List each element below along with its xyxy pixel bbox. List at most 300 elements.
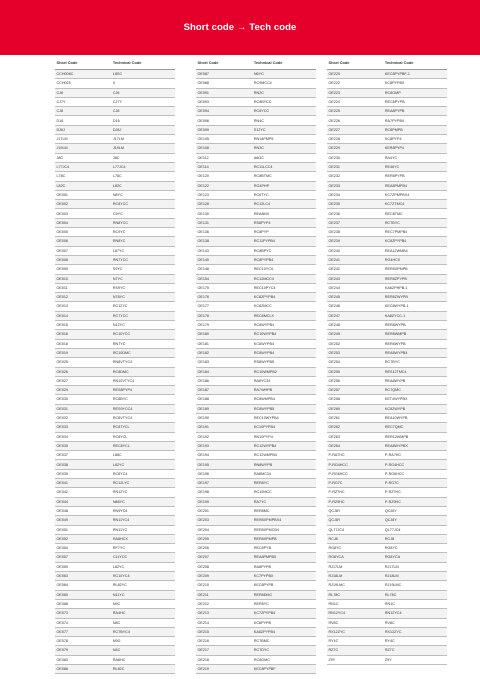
short-code-cell: RZ7C: [327, 646, 383, 655]
technical-code-cell: REC8TMC: [383, 209, 447, 218]
technical-code-cell: RN8WYPB: [252, 460, 316, 469]
short-code-cell: OE096: [196, 116, 252, 125]
short-code-cell: OE077: [55, 627, 111, 636]
technical-code-cell: RN8YCC: [111, 218, 175, 227]
table-row: [196, 553, 316, 562]
table-row: [327, 609, 447, 618]
table-row: [327, 516, 447, 525]
table-row: [327, 404, 447, 413]
short-code-cell: OE016: [55, 330, 111, 339]
table-row: [55, 339, 175, 348]
table-row: [55, 599, 175, 608]
short-code-cell: OE112: [196, 153, 252, 162]
technical-code-cell: REA8PYPB: [383, 107, 447, 116]
technical-code-cell: RN2C: [252, 88, 316, 97]
short-code-cell: OE239: [327, 237, 383, 246]
technical-code-cell: RC6YCC: [252, 107, 316, 116]
table-row: [55, 590, 175, 599]
technical-code-cell: RER8YC: [252, 479, 316, 488]
technical-code-cell: RC12WYPB4: [252, 441, 316, 450]
short-code-cell: OE038: [55, 460, 111, 469]
table-row: [327, 534, 447, 543]
short-code-cell: QCJ8Y: [327, 516, 383, 525]
technical-code-cell: RER8XPMCB4: [252, 525, 316, 534]
technical-code-cell: RN8VTYC4: [111, 358, 175, 367]
technical-code-cell: RG8YCA: [383, 553, 447, 562]
technical-code-cell: RN3C: [252, 144, 316, 153]
short-code-cell: OE234: [327, 190, 383, 199]
header-banner: [0, 0, 480, 55]
technical-code-cell: KC8ZPYPB4: [252, 293, 316, 302]
technical-code-cell: N12YC: [111, 321, 175, 330]
short-code-cell: OE256: [327, 376, 383, 385]
technical-code-cell: KC8PYPBX: [383, 79, 447, 88]
table-row: [196, 181, 316, 190]
short-code-cell: OE087: [196, 70, 252, 79]
technical-code-cell: RN1C: [383, 599, 447, 608]
table-row: [55, 665, 175, 674]
technical-code-cell: C11YCC: [111, 553, 175, 562]
short-code-cell: OE188: [196, 395, 252, 404]
table-row: [55, 506, 175, 515]
table-row: [55, 125, 175, 134]
technical-code-cell: KA8ZPHPB-1: [383, 283, 447, 292]
short-code-cell: OE001: [55, 190, 111, 199]
technical-code-cell: RC10WYPB4: [252, 330, 316, 339]
table-row: [196, 218, 316, 227]
technical-code-cell: D16: [111, 116, 175, 125]
short-code-cell: OE182: [196, 348, 252, 357]
short-code-cell: OE006: [55, 237, 111, 246]
short-code-cell: OE249: [327, 330, 383, 339]
technical-code-cell: RC12YC: [111, 302, 175, 311]
table-row: [55, 153, 175, 162]
short-code-cell: L82C: [55, 181, 111, 190]
technical-code-cell: RA7WHPB: [252, 386, 316, 395]
technical-code-cell: P-RA7HC: [383, 451, 447, 460]
table-row: [196, 283, 316, 292]
table-row: [327, 646, 447, 655]
table-row: [55, 627, 175, 636]
technical-code-cell: RL78C: [383, 590, 447, 599]
table-row: [327, 181, 447, 190]
table-row: [327, 293, 447, 302]
table-row: [55, 460, 175, 469]
technical-code-cell: RC10YC4: [111, 572, 175, 581]
short-code-cell: RL78C: [327, 590, 383, 599]
short-code-cell: OE206: [196, 544, 252, 553]
technical-code-cell: RA4HC: [111, 609, 175, 618]
table-row: [196, 237, 316, 246]
short-code-cell: OE031: [55, 404, 111, 413]
technical-code-cell: RC9MCC4: [252, 79, 316, 88]
short-code-cell: OE244: [327, 283, 383, 292]
technical-code-cell: RA8HCX: [111, 534, 175, 543]
short-code-cell: OE181: [196, 339, 252, 348]
short-code-cell: OE026: [55, 367, 111, 376]
technical-code-cell: RC8YCC: [111, 200, 175, 209]
short-code-cell: OE219: [196, 665, 252, 674]
table-row: [327, 627, 447, 636]
short-code-cell: RCJ8: [327, 534, 383, 543]
technical-code-cell: DJ8J: [111, 125, 175, 134]
short-code-header: Short Code: [327, 57, 383, 70]
table-row: [327, 460, 447, 469]
short-code-cell: OE199: [196, 497, 252, 506]
table-row: [55, 330, 175, 339]
table-row: [196, 200, 316, 209]
technical-code-cell: KC7ZTMC4: [383, 200, 447, 209]
table-row: [196, 581, 316, 590]
short-code-cell: OE183: [196, 358, 252, 367]
technical-code-cell: A6GC: [252, 153, 316, 162]
technical-code-cell: P-RG7C: [383, 479, 447, 488]
technical-code-cell: KC7ZPYPB4: [252, 609, 316, 618]
technical-code-cell: CJ6: [111, 88, 175, 97]
short-code-cell: OE065: [55, 590, 111, 599]
technical-code-cell: RC7QMC: [383, 386, 447, 395]
table-row: [55, 609, 175, 618]
short-code-cell: OE122: [196, 181, 252, 190]
table-row: [327, 339, 447, 348]
technical-code-cell: QL77JC4: [383, 525, 447, 534]
table-row: [196, 544, 316, 553]
short-code-cell: QL77JC4: [327, 525, 383, 534]
table-row: [196, 190, 316, 199]
short-code-cell: OE238: [327, 228, 383, 237]
table-row: [327, 209, 447, 218]
short-code-cell: J17LM: [55, 135, 111, 144]
table-row: [327, 125, 447, 134]
short-code-cell: OE227: [327, 125, 383, 134]
technical-code-cell: KC8WYPB4: [252, 339, 316, 348]
table-row: [327, 655, 447, 664]
short-code-cell: OE004: [55, 218, 111, 227]
technical-code-cell: P-RZ9HC: [383, 497, 447, 506]
technical-code-cell: RJ19LMC: [383, 581, 447, 590]
table-row: [55, 172, 175, 181]
short-code-cell: OE235: [327, 200, 383, 209]
table-row: [327, 395, 447, 404]
short-code-cell: OE229: [327, 144, 383, 153]
short-code-cell: J19LM: [55, 144, 111, 153]
short-code-cell: OE216: [196, 637, 252, 646]
short-code-cell: OE074: [55, 618, 111, 627]
technical-code-cell: RN11YC: [111, 525, 175, 534]
short-code-cell: OE186: [196, 376, 252, 385]
short-code-cell: DJ8J: [55, 125, 111, 134]
table-row: [55, 469, 175, 478]
short-code-cell: OE248: [327, 321, 383, 330]
table-row: [55, 581, 175, 590]
short-code-cell: OE011: [55, 283, 111, 292]
technical-code-cell: KA8ZYCC-1: [383, 311, 447, 320]
table-row: [196, 107, 316, 116]
technical-code-cell: RS9YC: [111, 283, 175, 292]
table-row: [55, 237, 175, 246]
technical-code-cell: RN9YC4: [111, 506, 175, 515]
technical-code-cell: N6YC: [252, 70, 316, 79]
short-code-cell: OE012: [55, 293, 111, 302]
table-row: [55, 116, 175, 125]
short-code-cell: OE130: [196, 209, 252, 218]
table-row: [196, 162, 316, 171]
table-row: [196, 413, 316, 422]
short-code-cell: QCJ8Y: [327, 506, 383, 515]
table-row: [327, 562, 447, 571]
short-code-header: Short Code: [196, 57, 252, 70]
technical-code-cell: P-RG6HCC: [383, 469, 447, 478]
technical-code-cell: RE46YC: [383, 162, 447, 171]
technical-code-cell: N88YC: [111, 497, 175, 506]
short-code-cell: OE054: [55, 544, 111, 553]
table-row: [196, 655, 316, 664]
short-code-cell: OE212: [196, 599, 252, 608]
short-code-cell: P-RG6HCC: [327, 469, 383, 478]
technical-code-cell: RER8YC: [252, 599, 316, 608]
short-code-cell: OE063: [55, 572, 111, 581]
table-row: [55, 246, 175, 255]
technical-code-cell: RC8VTYC4: [111, 413, 175, 422]
table-row: [196, 423, 316, 432]
technical-code-cell: REA8WYPB4: [383, 348, 447, 357]
short-code-cell: OE263: [327, 432, 383, 441]
table-row: [327, 432, 447, 441]
short-code-cell: OE052: [55, 534, 111, 543]
technical-code-cell: RC10YCC: [111, 330, 175, 339]
technical-code-cell: REC8YCL: [111, 441, 175, 450]
short-code-cell: OE049: [55, 516, 111, 525]
technical-code-cell: RC9YC: [111, 228, 175, 237]
table-row: [327, 479, 447, 488]
technical-code-cell: J17LM: [111, 135, 175, 144]
technical-code-cell: RES9YCC4: [111, 404, 175, 413]
technical-code-cell: KA8ZPYPB4: [252, 627, 316, 636]
short-code-cell: OE120: [196, 172, 252, 181]
table-row: [327, 228, 447, 237]
technical-code-cell: REA8WYPBX: [383, 441, 447, 450]
short-code-cell: OE231: [327, 162, 383, 171]
table-row: [55, 618, 175, 627]
short-code-cell: RV8C: [327, 618, 383, 627]
technical-code-cell: N8C: [111, 618, 175, 627]
short-code-cell: CCH006C: [55, 70, 111, 79]
short-code-cell: RJ19LMC: [327, 581, 383, 590]
table-row: [196, 637, 316, 646]
technical-code-cell: KC8ZMCC: [252, 302, 316, 311]
technical-code-cell: P-RZ7HC: [383, 488, 447, 497]
short-code-cell: OE008: [55, 255, 111, 264]
table-row: [196, 665, 316, 674]
technical-code-cell: L82YC: [111, 460, 175, 469]
code-table-3: [327, 57, 447, 665]
short-code-cell: OE210: [196, 581, 252, 590]
table-row: [327, 441, 447, 450]
table-row: [55, 413, 175, 422]
technical-code-cell: RF7YC: [111, 544, 175, 553]
short-code-cell: OE187: [196, 386, 252, 395]
short-code-cell: CCH025: [55, 79, 111, 88]
table-row: [327, 70, 447, 79]
short-code-cell: RG8YCA: [327, 553, 383, 562]
technical-code-cell: RER12WMPB: [383, 432, 447, 441]
table-row: [327, 497, 447, 506]
table-row: [327, 330, 447, 339]
technical-code-cell: QCJ8Y: [383, 516, 447, 525]
table-row: [55, 283, 175, 292]
short-code-cell: OE105: [196, 135, 252, 144]
short-code-cell: OE262: [327, 423, 383, 432]
short-code-cell: OE260: [327, 404, 383, 413]
page-title: Short code → Tech code: [183, 22, 297, 33]
technical-code-cell: RA6HC: [111, 655, 175, 664]
table-row: [55, 293, 175, 302]
table-row: [55, 181, 175, 190]
short-code-cell: P-RZ7HC: [327, 488, 383, 497]
short-code-cell: OE064: [55, 581, 111, 590]
table-row: [327, 637, 447, 646]
technical-code-cell: KC8ZPYPB4: [383, 237, 447, 246]
technical-code-cell: L82C: [111, 181, 175, 190]
table-row: [327, 599, 447, 608]
table-row: [327, 451, 447, 460]
short-code-cell: OE191: [196, 423, 252, 432]
table-row: [55, 144, 175, 153]
table-row: [196, 497, 316, 506]
technical-code-header: Technical Code: [252, 57, 316, 70]
table-row: [196, 246, 316, 255]
table-row: [327, 544, 447, 553]
short-code-cell: RN12YC4: [327, 609, 383, 618]
short-code-cell: OE207: [196, 553, 252, 562]
short-code-cell: OE005: [55, 228, 111, 237]
table-row: [196, 367, 316, 376]
technical-code-cell: RN10VTYC4: [111, 376, 175, 385]
technical-code-cell: RC7BYC4: [111, 627, 175, 636]
short-code-cell: OE093: [196, 97, 252, 106]
technical-code-cell: RCJ8: [383, 534, 447, 543]
short-code-cell: OE044: [55, 497, 111, 506]
technical-code-cell: REA10WYPB: [383, 413, 447, 422]
table-row: [55, 274, 175, 283]
short-code-cell: OE108: [196, 144, 252, 153]
short-code-cell: OE228: [327, 135, 383, 144]
short-code-cell: OE051: [55, 525, 111, 534]
table-row: [196, 432, 316, 441]
short-code-cell: OE143: [196, 246, 252, 255]
short-code-cell: OE175: [196, 283, 252, 292]
short-code-cell: OE203: [196, 516, 252, 525]
table-row: [55, 572, 175, 581]
short-code-cell: OE086: [55, 665, 111, 674]
short-code-cell: OE048: [55, 506, 111, 515]
table-row: [327, 88, 447, 97]
technical-code-cell: REA8MX: [252, 209, 316, 218]
table-row: [55, 646, 175, 655]
technical-code-cell: RC7BMC: [252, 637, 316, 646]
short-code-cell: OE123: [196, 190, 252, 199]
technical-code-cell: RA8MC34: [252, 469, 316, 478]
technical-code-cell: RN10PYP4: [252, 432, 316, 441]
technical-code-cell: RC8PYPB4: [252, 255, 316, 264]
technical-code-header: Technical Code: [111, 57, 175, 70]
technical-code-cell: RJ18LM: [383, 572, 447, 581]
technical-code-cell: RER8PYPB: [383, 172, 447, 181]
short-code-cell: OE015: [55, 321, 111, 330]
table-row: [327, 255, 447, 264]
table-row: [196, 79, 316, 88]
short-code-cell: OE136: [196, 228, 252, 237]
table-row: [55, 358, 175, 367]
table-row: [196, 209, 316, 218]
table-row: [55, 321, 175, 330]
table-row: [55, 348, 175, 357]
technical-code-cell: RC8PYP: [252, 228, 316, 237]
technical-code-cell: RJ17LM: [383, 562, 447, 571]
table-row: [327, 107, 447, 116]
short-code-cell: OE243: [327, 274, 383, 283]
technical-code-cell: RC8BYCC: [252, 97, 316, 106]
table-header-row: [196, 57, 316, 70]
table-row: [196, 562, 316, 571]
technical-code-cell: KC8ZWYPB: [383, 404, 447, 413]
table-row: [196, 506, 316, 515]
short-code-cell: OE033: [55, 423, 111, 432]
short-code-cell: OE078: [55, 637, 111, 646]
table-row: [196, 609, 316, 618]
table-row: [327, 506, 447, 515]
technical-code-cell: Z9Y: [383, 655, 447, 664]
short-code-cell: OE258: [327, 395, 383, 404]
short-code-cell: OE226: [327, 116, 383, 125]
short-code-cell: OE257: [327, 386, 383, 395]
short-code-cell: OE223: [327, 88, 383, 97]
table-row: [196, 572, 316, 581]
technical-code-cell: RC10WMPB2: [252, 367, 316, 376]
table-row: [327, 553, 447, 562]
technical-code-cell: RS8PYP4: [252, 218, 316, 227]
table-row: [55, 209, 175, 218]
table-row: [196, 348, 316, 357]
technical-code-cell: RC7DYC: [252, 646, 316, 655]
table-row: [55, 423, 175, 432]
technical-code-cell: J19LM: [111, 144, 175, 153]
technical-code-cell: RER8XPMPBX4: [252, 516, 316, 525]
table-row: [55, 534, 175, 543]
table-row: [327, 590, 447, 599]
short-code-cell: P-RZ9HC: [327, 497, 383, 506]
short-code-cell: OE178: [196, 311, 252, 320]
short-code-cell: OE091: [196, 88, 252, 97]
technical-code-cell: RY4C: [383, 637, 447, 646]
technical-code-cell: P-RG4HCC: [383, 460, 447, 469]
short-code-cell: OE057: [55, 553, 111, 562]
short-code-cell: OE195: [196, 460, 252, 469]
short-code-cell: OE030: [55, 395, 111, 404]
short-code-cell: OE176: [196, 293, 252, 302]
table-row: [55, 562, 175, 571]
table-row: [196, 488, 316, 497]
technical-code-cell: RC8YC4: [111, 469, 175, 478]
technical-code-cell: RER8ZPYPB: [383, 274, 447, 283]
code-table-2: [196, 57, 316, 674]
technical-code-cell: RER8XPMPB: [252, 534, 316, 543]
short-code-cell: OE099: [196, 125, 252, 134]
technical-code-cell: RC8YCL: [111, 432, 175, 441]
table-row: [55, 311, 175, 320]
technical-code-cell: S12YC: [252, 125, 316, 134]
table-row: [55, 432, 175, 441]
